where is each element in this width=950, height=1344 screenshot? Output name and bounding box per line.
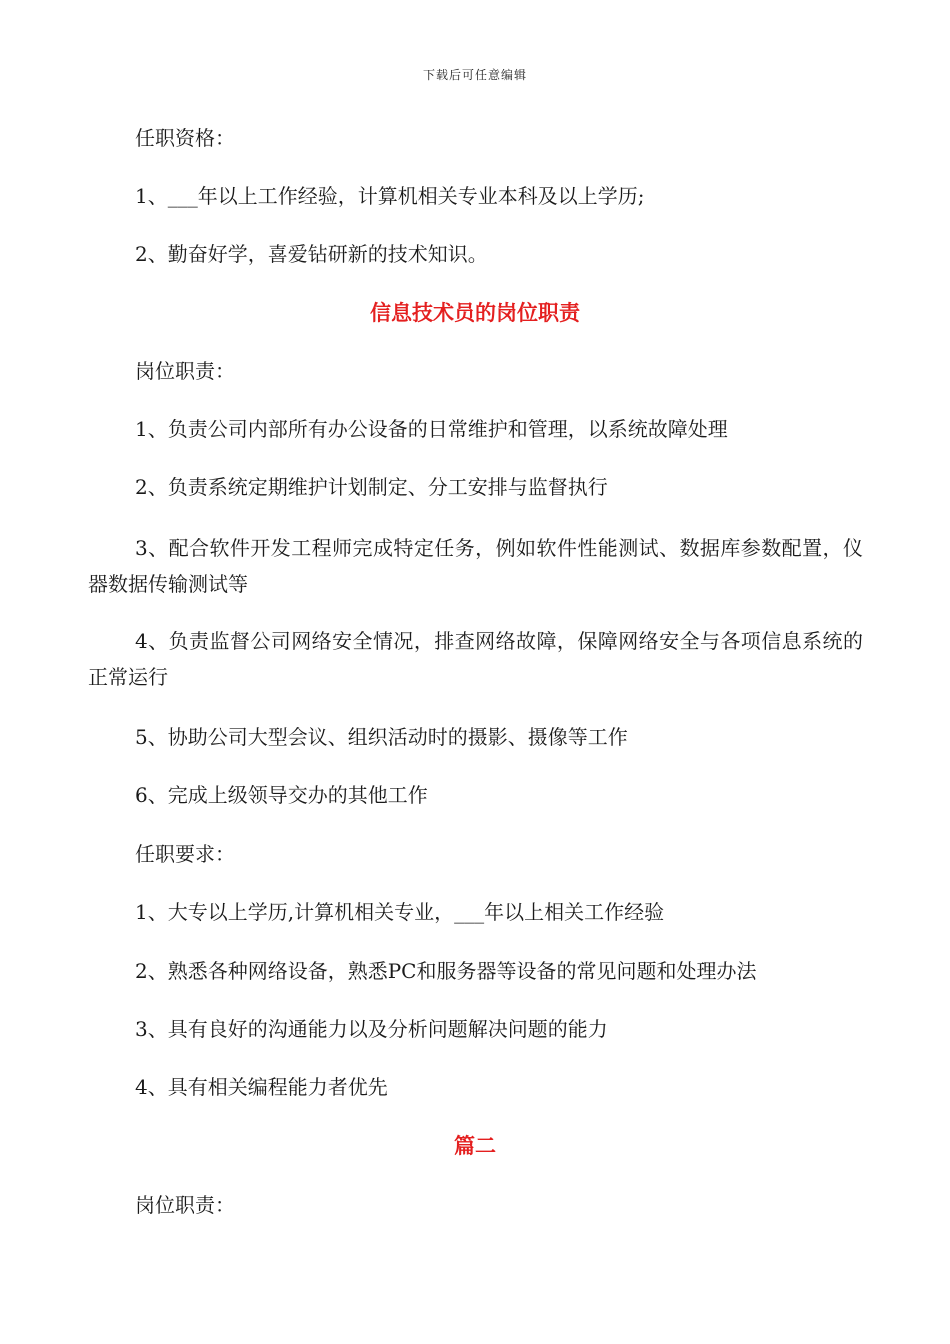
- duty-item-6: 6、完成上级领导交办的其他工作: [135, 783, 428, 807]
- section-title-it-technician: 信息技术员的岗位职责: [370, 300, 580, 325]
- duties-label-part-two: 岗位职责：: [135, 1193, 235, 1217]
- section-title-part-two: 篇二: [454, 1133, 496, 1158]
- header-note: 下载后可任意编辑: [422, 68, 527, 82]
- requirement-item-1: 1、大专以上学历,计算机相关专业，___年以上相关工作经验: [135, 900, 665, 924]
- duty-item-1: 1、负责公司内部所有办公设备的日常维护和管理，以系统故障处理: [135, 417, 728, 441]
- qualification-item-2: 2、勤奋好学，喜爱钻研新的技术知识。: [135, 242, 488, 266]
- qualification-item-1: 1、___年以上工作经验，计算机相关专业本科及以上学历;: [135, 184, 645, 208]
- duty-item-4: 4、负责监督公司网络安全情况，排查网络故障，保障网络安全与各项信息系统的正常运行: [88, 629, 863, 689]
- duty-item-5: 5、协助公司大型会议、组织活动时的摄影、摄像等工作: [135, 725, 628, 749]
- requirement-item-3: 3、具有良好的沟通能力以及分析问题解决问题的能力: [135, 1017, 608, 1041]
- requirement-item-2: 2、熟悉各种网络设备，熟悉PC和服务器等设备的常见问题和处理办法: [135, 959, 757, 983]
- requirements-label: 任职要求：: [135, 842, 235, 866]
- duty-item-2: 2、负责系统定期维护计划制定、分工安排与监督执行: [135, 475, 608, 499]
- duty-item-3: 3、配合软件开发工程师完成特定任务，例如软件性能测试、数据库参数配置，仪器数据传输测试等: [88, 536, 863, 596]
- qualifications-label: 任职资格：: [135, 126, 235, 150]
- duties-label: 岗位职责：: [135, 359, 235, 383]
- requirement-item-4: 4、具有相关编程能力者优先: [135, 1075, 388, 1099]
